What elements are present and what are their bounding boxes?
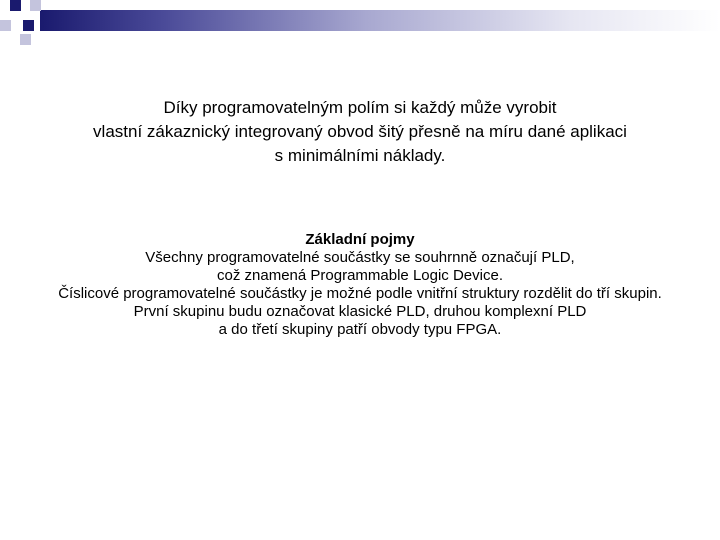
title-line: s minimálními náklady.: [274, 146, 446, 165]
gradient-band: [40, 10, 720, 31]
decor-square-light: [0, 20, 11, 31]
body-line: a do třetí skupiny patří obvody typu FPGA.: [218, 321, 502, 338]
decor-square-dark: [23, 20, 34, 31]
section-body: [0, 231, 720, 339]
decor-square-light: [20, 34, 31, 45]
body-line: Všechny programovatelné součástky se souhrnně označují PLD,: [145, 249, 575, 266]
header-decoration: [0, 0, 720, 50]
decor-square-light: [30, 0, 41, 11]
section-heading: Základní pojmy: [305, 231, 415, 248]
body-line: První skupinu budu označovat klasické PLD, druhou komplexní PLD: [133, 303, 587, 320]
title-line: vlastní zákaznický integrovaný obvod šitý přesně na míru dané aplikaci: [93, 122, 627, 141]
body-line: což znamená Programmable Logic Device.: [217, 267, 503, 284]
title-line: Díky programovatelným polím si každý může vyrobit: [163, 98, 557, 117]
body-line: Číslicové programovatelné součástky je možné podle vnitřní struktury rozdělit do tří skupin.: [58, 285, 662, 302]
slide-title: [0, 96, 720, 168]
decor-square-dark: [10, 0, 21, 11]
